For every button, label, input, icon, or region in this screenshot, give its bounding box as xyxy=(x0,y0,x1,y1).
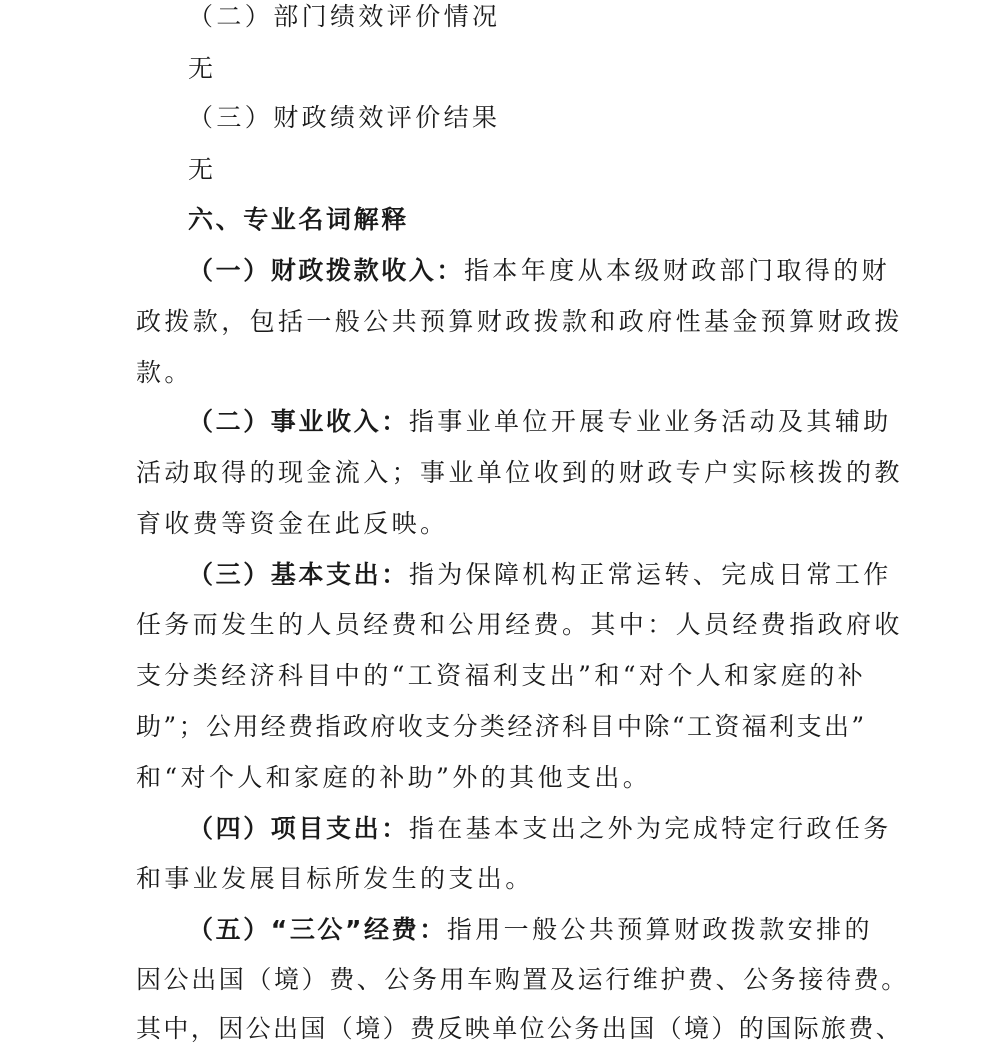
fin-eval-text: 无 xyxy=(188,155,217,184)
dept-eval-text: 无 xyxy=(188,54,217,83)
term-text: 指为保障机构正常运转、完成日常工作 xyxy=(408,560,892,589)
term-paragraph-1-line-3: 款。 xyxy=(136,358,193,387)
term-paragraph-2-line-2: 活动取得的现金流入；事业单位收到的财政专户实际核拨的教 xyxy=(136,458,903,487)
term-label: （三）基本支出： xyxy=(188,560,409,589)
term-label: （四）项目支出： xyxy=(188,814,409,843)
term-paragraph-2-line-3: 育收费等资金在此反映。 xyxy=(136,509,449,538)
term-text: 指用一般公共预算财政拨款安排的 xyxy=(446,915,873,944)
term-paragraph-1-line-2: 政拨款，包括一般公共预算财政拨款和政府性基金预算财政拨 xyxy=(136,307,903,336)
term-paragraph-3-line-4: 助”；公用经费指政府收支分类经济科目中除“工资福利支出” xyxy=(136,712,867,741)
term-paragraph-4-line-2: 和事业发展目标所发生的支出。 xyxy=(136,864,534,893)
term-paragraph-5-line-2: 因公出国（境）费、公务用车购置及运行维护费、公务接待费。 xyxy=(136,965,909,994)
term-paragraph-3-line-3: 支分类经济科目中的“工资福利支出”和“对个人和家庭的补 xyxy=(136,661,867,690)
term-paragraph-3-line-1 xyxy=(188,558,892,592)
term-label: （一）财政拨款收入： xyxy=(188,256,465,285)
term-label: （二）事业收入： xyxy=(188,407,409,436)
term-paragraph-1-line-1 xyxy=(188,254,890,288)
term-paragraph-2-line-1 xyxy=(188,405,892,439)
term-text: 指事业单位开展专业业务活动及其辅助 xyxy=(408,407,892,436)
dept-eval-heading: （二）部门绩效评价情况 xyxy=(188,2,501,31)
term-paragraph-3-line-2: 任务而发生的人员经费和公用经费。其中：人员经费指政府收 xyxy=(136,610,903,639)
term-text: 指本年度从本级财政部门取得的财 xyxy=(464,256,891,285)
term-paragraph-5-line-3: 其中，因公出国（境）费反映单位公务出国（境）的国际旅费、 xyxy=(136,1014,904,1043)
term-paragraph-3-line-5: 和“对个人和家庭的补助”外的其他支出。 xyxy=(136,763,652,792)
glossary-heading: 六、专业名词解释 xyxy=(188,205,409,234)
term-paragraph-4-line-1 xyxy=(188,812,892,846)
term-text: 指在基本支出之外为完成特定行政任务 xyxy=(408,814,892,843)
term-paragraph-5-line-1 xyxy=(188,913,873,947)
term-label: （五）“三公”经费： xyxy=(188,915,447,944)
fin-eval-heading: （三）财政绩效评价结果 xyxy=(188,103,501,132)
